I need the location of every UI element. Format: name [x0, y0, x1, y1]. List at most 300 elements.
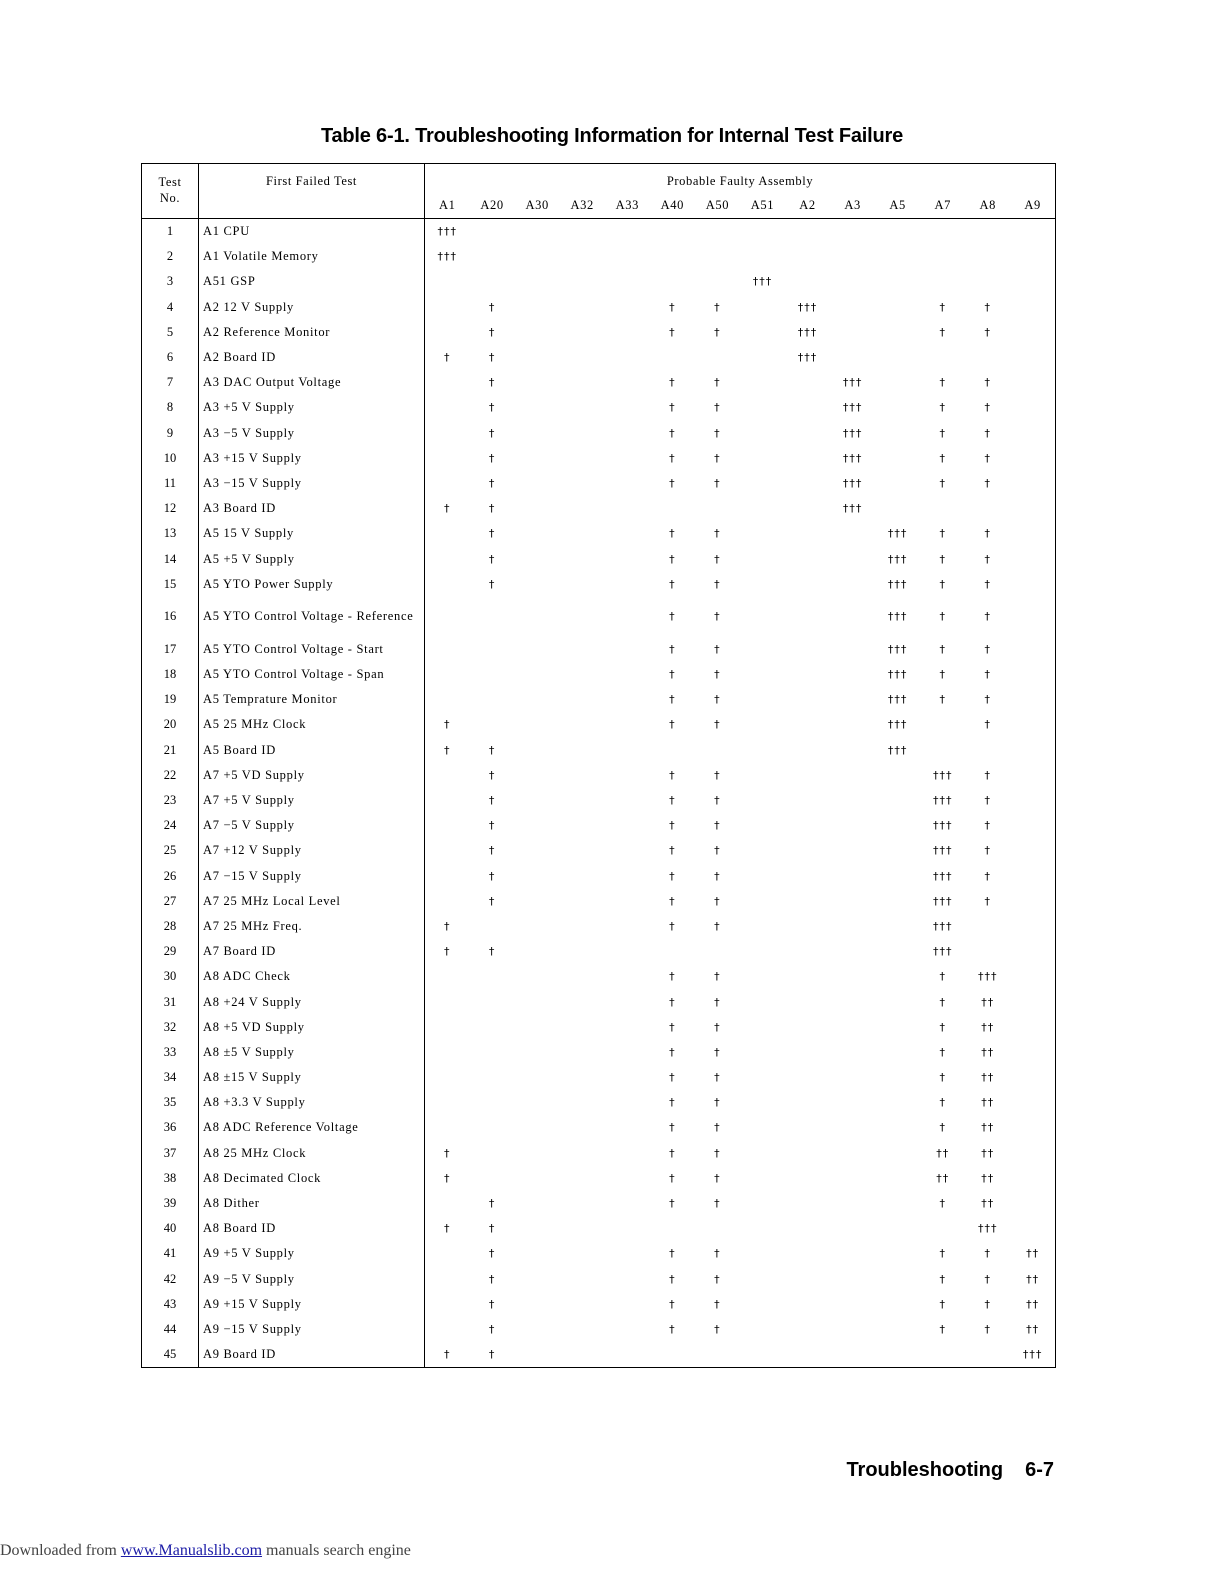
fault-mark-a8: †	[984, 1297, 992, 1311]
manualslib-link[interactable]: www.Manualslib.com	[120, 1542, 263, 1559]
table-row	[142, 637, 1056, 662]
fault-mark-a7: †††	[932, 768, 953, 782]
test-name: A8 25 MHz Clock	[199, 1141, 425, 1166]
test-number: 14	[142, 546, 199, 571]
fault-mark-a20	[470, 712, 515, 737]
fault-mark-a20	[470, 964, 515, 989]
fault-mark-a20	[470, 989, 515, 1014]
table-row	[142, 838, 1056, 863]
table-row	[142, 421, 1056, 446]
fault-mark-a1	[425, 1317, 470, 1342]
fault-mark-a30	[515, 914, 560, 939]
table-row	[142, 471, 1056, 496]
fault-mark-a1: †††	[437, 250, 458, 264]
fault-mark-a20: †	[488, 476, 496, 490]
fault-mark-a51	[740, 471, 785, 496]
test-number: 2	[142, 244, 199, 269]
fault-mark-a2: †††	[797, 300, 818, 314]
test-number: 39	[142, 1191, 199, 1216]
fault-mark-a30	[515, 345, 560, 370]
fault-mark-a40: †	[669, 970, 676, 984]
fault-mark-a33	[605, 1216, 650, 1241]
fault-mark-a2	[785, 572, 830, 597]
page-footer	[846, 1459, 1054, 1482]
fault-mark-a33	[605, 471, 650, 496]
test-name: A8 +24 V Supply	[199, 989, 425, 1014]
test-number: 26	[142, 864, 199, 889]
fault-mark-a2	[785, 1317, 830, 1342]
assembly-header-a9: A9	[1024, 198, 1041, 213]
fault-mark-a33	[605, 687, 650, 712]
fault-mark-a50	[695, 219, 740, 245]
header-first-failed-test: First Failed Test	[199, 164, 425, 219]
fault-mark-a1	[425, 446, 470, 471]
fault-mark-a50	[695, 1342, 740, 1368]
fault-mark-a5: †††	[887, 693, 908, 707]
fault-mark-a7	[920, 345, 965, 370]
fault-mark-a40: †	[669, 693, 676, 707]
fault-mark-a40: †	[669, 668, 676, 682]
test-number: 29	[142, 939, 199, 964]
fault-mark-a1: †	[444, 1348, 451, 1362]
fault-mark-a5	[875, 1065, 920, 1090]
fault-mark-a7: †	[939, 668, 946, 682]
fault-mark-a33	[605, 1317, 650, 1342]
fault-mark-a51	[740, 763, 785, 788]
fault-mark-a7: †	[939, 970, 946, 984]
table-row	[142, 1342, 1056, 1368]
table-row	[142, 1040, 1056, 1065]
fault-mark-a32	[560, 889, 605, 914]
fault-mark-a9	[1010, 572, 1055, 597]
fault-mark-a51	[740, 219, 785, 245]
fault-mark-a30	[515, 1040, 560, 1065]
fault-mark-a1	[425, 295, 470, 320]
fault-mark-a51	[740, 446, 785, 471]
fault-mark-a8: †††	[978, 970, 998, 984]
fault-mark-a5	[875, 939, 920, 964]
fault-mark-a5	[875, 1317, 920, 1342]
fault-mark-a50	[695, 345, 740, 370]
fault-mark-a5	[875, 989, 920, 1014]
fault-mark-a50: †	[714, 577, 721, 591]
fault-mark-a9	[1010, 1216, 1055, 1241]
fault-mark-a5	[875, 864, 920, 889]
fault-mark-a32	[560, 687, 605, 712]
test-name: A51 GSP	[199, 269, 425, 294]
fault-mark-a5	[875, 914, 920, 939]
download-suffix: manuals search engine	[266, 1542, 411, 1559]
test-name: A8 +3.3 V Supply	[199, 1090, 425, 1115]
fault-mark-a9: †††	[1022, 1348, 1043, 1362]
table-row	[142, 496, 1056, 521]
fault-mark-a32	[560, 763, 605, 788]
fault-mark-a8: †	[984, 1322, 992, 1336]
fault-mark-a33	[605, 521, 650, 546]
fault-mark-a20: †	[488, 1272, 496, 1286]
fault-mark-a40: †	[669, 794, 676, 808]
fault-mark-a20: †	[488, 577, 496, 591]
test-name: A7 Board ID	[199, 939, 425, 964]
fault-mark-a9	[1010, 546, 1055, 571]
test-number: 34	[142, 1065, 199, 1090]
fault-mark-a2	[785, 989, 830, 1014]
fault-mark-a2	[785, 496, 830, 521]
test-number: 44	[142, 1317, 199, 1342]
fault-mark-a3	[830, 662, 875, 687]
fault-mark-a5	[875, 889, 920, 914]
fault-mark-a32	[560, 637, 605, 662]
fault-mark-a40	[650, 1216, 695, 1241]
fault-mark-a51	[740, 421, 785, 446]
fault-mark-a9	[1010, 838, 1055, 863]
fault-mark-a8: †	[984, 642, 992, 656]
fault-mark-a8: †	[984, 610, 992, 624]
test-number: 43	[142, 1292, 199, 1317]
assembly-header-a7: A7	[934, 198, 951, 213]
fault-mark-a5	[875, 1342, 920, 1368]
assembly-header-a30: A30	[525, 198, 549, 213]
fault-mark-a3	[830, 269, 875, 294]
fault-mark-a7: †	[939, 1247, 946, 1261]
fault-mark-a3	[830, 345, 875, 370]
table-row	[142, 244, 1056, 269]
fault-mark-a33	[605, 1241, 650, 1266]
fault-mark-a33	[605, 446, 650, 471]
fault-mark-a9	[1010, 219, 1055, 245]
fault-mark-a20	[470, 1090, 515, 1115]
fault-mark-a51	[740, 964, 785, 989]
fault-mark-a8: †	[984, 426, 992, 440]
fault-mark-a3	[830, 1115, 875, 1140]
table-header	[141, 163, 1056, 218]
fault-mark-a2: †††	[797, 325, 818, 339]
fault-mark-a50	[695, 269, 740, 294]
fault-mark-a20	[470, 1015, 515, 1040]
fault-mark-a2	[785, 1090, 830, 1115]
fault-mark-a5	[875, 1015, 920, 1040]
table-row	[142, 1141, 1056, 1166]
fault-mark-a8	[965, 939, 1010, 964]
fault-mark-a1	[425, 320, 470, 345]
test-name: A8 Board ID	[199, 1216, 425, 1241]
test-number: 23	[142, 788, 199, 813]
fault-mark-a2	[785, 244, 830, 269]
fault-mark-a50: †	[714, 300, 721, 314]
fault-mark-a2	[785, 446, 830, 471]
fault-mark-a51	[740, 370, 785, 395]
fault-mark-a5	[875, 269, 920, 294]
fault-mark-a30	[515, 1241, 560, 1266]
fault-mark-a5	[875, 763, 920, 788]
fault-mark-a50	[695, 738, 740, 763]
fault-mark-a40: †	[669, 1071, 676, 1085]
test-number: 32	[142, 1015, 199, 1040]
fault-mark-a7	[920, 269, 965, 294]
fault-mark-a1	[425, 370, 470, 395]
fault-mark-a2	[785, 964, 830, 989]
fault-mark-a5: †††	[887, 743, 908, 757]
fault-mark-a1	[425, 989, 470, 1014]
fault-mark-a32	[560, 370, 605, 395]
fault-mark-a5	[875, 219, 920, 245]
fault-mark-a2	[785, 471, 830, 496]
test-name: A5 YTO Control Voltage - Reference	[199, 597, 425, 637]
fault-mark-a1	[425, 1241, 470, 1266]
fault-mark-a40: †	[669, 1020, 676, 1034]
fault-mark-a9	[1010, 637, 1055, 662]
fault-mark-a3	[830, 939, 875, 964]
table-row	[142, 687, 1056, 712]
fault-mark-a30	[515, 687, 560, 712]
fault-mark-a20: †	[488, 451, 496, 465]
fault-mark-a50: †	[714, 970, 721, 984]
assembly-header-a8: A8	[979, 198, 997, 213]
fault-mark-a1	[425, 864, 470, 889]
fault-mark-a50: †	[714, 1121, 721, 1135]
fault-mark-a32	[560, 295, 605, 320]
fault-mark-a33	[605, 889, 650, 914]
table-row	[142, 1216, 1056, 1241]
fault-mark-a40	[650, 939, 695, 964]
test-name: A5 +5 V Supply	[199, 546, 425, 571]
test-number: 17	[142, 637, 199, 662]
fault-mark-a40: †	[669, 919, 676, 933]
fault-mark-a3: †††	[842, 502, 863, 516]
fault-mark-a9	[1010, 1040, 1055, 1065]
fault-mark-a2	[785, 1115, 830, 1140]
fault-mark-a30	[515, 269, 560, 294]
fault-mark-a20: †	[488, 1247, 496, 1261]
fault-mark-a2	[785, 370, 830, 395]
fault-mark-a5	[875, 421, 920, 446]
fault-mark-a3	[830, 763, 875, 788]
test-number: 15	[142, 572, 199, 597]
fault-mark-a51	[740, 1317, 785, 1342]
fault-mark-a8: †	[984, 768, 992, 782]
fault-mark-a51	[740, 1166, 785, 1191]
fault-mark-a30	[515, 712, 560, 737]
fault-mark-a32	[560, 914, 605, 939]
fault-mark-a33	[605, 712, 650, 737]
fault-mark-a32	[560, 838, 605, 863]
fault-mark-a20: †	[488, 552, 496, 566]
fault-mark-a20	[470, 914, 515, 939]
fault-mark-a1	[425, 788, 470, 813]
fault-mark-a8	[965, 914, 1010, 939]
fault-mark-a8: †	[984, 451, 992, 465]
fault-mark-a9	[1010, 1015, 1055, 1040]
fault-mark-a1: †	[444, 502, 451, 516]
fault-mark-a9	[1010, 597, 1055, 637]
fault-mark-a1	[425, 421, 470, 446]
fault-mark-a1	[425, 889, 470, 914]
fault-mark-a20: †	[488, 844, 496, 858]
table-row	[142, 1267, 1056, 1292]
fault-mark-a9: ††	[1026, 1297, 1040, 1311]
fault-mark-a2	[785, 395, 830, 420]
fault-mark-a40: †	[669, 768, 676, 782]
fault-mark-a1	[425, 838, 470, 863]
fault-mark-a7: †††	[932, 844, 953, 858]
fault-mark-a20: †	[488, 300, 496, 314]
fault-mark-a32	[560, 738, 605, 763]
fault-mark-a7	[920, 244, 965, 269]
fault-mark-a7: †††	[932, 919, 953, 933]
fault-mark-a8: †	[984, 325, 992, 339]
fault-mark-a40: †	[669, 995, 676, 1009]
assembly-header-a50: A50	[705, 198, 730, 213]
fault-mark-a33	[605, 421, 650, 446]
fault-mark-a50: †	[714, 693, 721, 707]
fault-mark-a32	[560, 1166, 605, 1191]
fault-mark-a50: †	[714, 869, 721, 883]
fault-mark-a50: †	[714, 1071, 721, 1085]
fault-mark-a3	[830, 889, 875, 914]
fault-mark-a2	[785, 712, 830, 737]
fault-mark-a2	[785, 219, 830, 245]
fault-mark-a40: †	[669, 376, 676, 390]
fault-mark-a51	[740, 345, 785, 370]
fault-mark-a1	[425, 1292, 470, 1317]
fault-mark-a5	[875, 813, 920, 838]
fault-mark-a20	[470, 687, 515, 712]
fault-mark-a9	[1010, 864, 1055, 889]
fault-mark-a1	[425, 1267, 470, 1292]
fault-mark-a50	[695, 1216, 740, 1241]
test-name: A7 −15 V Supply	[199, 864, 425, 889]
fault-mark-a33	[605, 572, 650, 597]
fault-mark-a7: †	[939, 1272, 946, 1286]
fault-mark-a33	[605, 813, 650, 838]
fault-mark-a32	[560, 989, 605, 1014]
table-row	[142, 864, 1056, 889]
test-number: 20	[142, 712, 199, 737]
fault-mark-a5	[875, 1115, 920, 1140]
fault-mark-a7: †	[939, 1020, 946, 1034]
fault-mark-a32	[560, 662, 605, 687]
fault-mark-a5: †††	[887, 642, 908, 656]
test-name: A9 −15 V Supply	[199, 1317, 425, 1342]
fault-mark-a3	[830, 219, 875, 245]
test-number: 27	[142, 889, 199, 914]
fault-mark-a20: †	[488, 1322, 496, 1336]
fault-mark-a51	[740, 597, 785, 637]
fault-mark-a2	[785, 521, 830, 546]
fault-mark-a1	[425, 813, 470, 838]
fault-mark-a20: †	[488, 1197, 496, 1211]
fault-mark-a32	[560, 1342, 605, 1368]
fault-mark-a51	[740, 788, 785, 813]
fault-mark-a30	[515, 1141, 560, 1166]
fault-mark-a1: †	[444, 1171, 451, 1185]
fault-mark-a40: †	[669, 819, 676, 833]
fault-mark-a8: †	[984, 819, 992, 833]
fault-mark-a50	[695, 244, 740, 269]
fault-mark-a8: ††	[981, 1045, 995, 1059]
fault-mark-a32	[560, 269, 605, 294]
fault-mark-a33	[605, 1141, 650, 1166]
fault-mark-a40: †	[669, 844, 676, 858]
test-number: 8	[142, 395, 199, 420]
fault-mark-a3: †††	[842, 451, 863, 465]
fault-mark-a40	[650, 244, 695, 269]
fault-mark-a33	[605, 295, 650, 320]
test-name: A9 +15 V Supply	[199, 1292, 425, 1317]
fault-mark-a20: †	[488, 502, 496, 516]
fault-mark-a40: †	[669, 642, 676, 656]
table-row	[142, 395, 1056, 420]
fault-mark-a8: †	[984, 376, 992, 390]
test-name: A5 Board ID	[199, 738, 425, 763]
fault-mark-a9	[1010, 939, 1055, 964]
fault-mark-a51	[740, 320, 785, 345]
fault-mark-a9	[1010, 1115, 1055, 1140]
fault-mark-a1	[425, 687, 470, 712]
fault-mark-a1: †††	[437, 225, 458, 239]
footer-page-number: 6-7	[1025, 1459, 1054, 1481]
fault-mark-a51	[740, 395, 785, 420]
fault-mark-a40: †	[669, 527, 676, 541]
fault-mark-a20: †	[488, 1348, 496, 1362]
fault-mark-a32	[560, 964, 605, 989]
table-row	[142, 521, 1056, 546]
fault-mark-a3	[830, 964, 875, 989]
fault-mark-a9	[1010, 269, 1055, 294]
fault-mark-a7: †	[939, 610, 946, 624]
test-number: 38	[142, 1166, 199, 1191]
fault-mark-a2	[785, 597, 830, 637]
test-name: A7 25 MHz Local Level	[199, 889, 425, 914]
fault-mark-a32	[560, 219, 605, 245]
fault-mark-a9	[1010, 395, 1055, 420]
fault-mark-a9	[1010, 712, 1055, 737]
fault-mark-a51	[740, 1065, 785, 1090]
test-number: 31	[142, 989, 199, 1014]
test-number: 3	[142, 269, 199, 294]
table-row	[142, 1065, 1056, 1090]
fault-mark-a30	[515, 1342, 560, 1368]
test-name: A5 Temprature Monitor	[199, 687, 425, 712]
fault-mark-a51	[740, 244, 785, 269]
fault-mark-a50: †	[714, 527, 721, 541]
fault-mark-a7: †	[939, 401, 946, 415]
fault-mark-a3: †††	[842, 376, 863, 390]
fault-mark-a51	[740, 295, 785, 320]
test-name: A8 Decimated Clock	[199, 1166, 425, 1191]
fault-mark-a3	[830, 546, 875, 571]
table-row	[142, 788, 1056, 813]
fault-mark-a51	[740, 989, 785, 1014]
fault-mark-a8: ††	[981, 1197, 995, 1211]
fault-mark-a20	[470, 597, 515, 637]
table-row	[142, 345, 1056, 370]
fault-mark-a32	[560, 395, 605, 420]
fault-mark-a32	[560, 1015, 605, 1040]
fault-mark-a5	[875, 446, 920, 471]
fault-mark-a33	[605, 244, 650, 269]
fault-mark-a9	[1010, 914, 1055, 939]
table-row	[142, 572, 1056, 597]
fault-mark-a20: †	[488, 376, 496, 390]
fault-mark-a32	[560, 1267, 605, 1292]
fault-mark-a1	[425, 1191, 470, 1216]
fault-mark-a9	[1010, 320, 1055, 345]
table-row	[142, 1115, 1056, 1140]
fault-mark-a51	[740, 1191, 785, 1216]
fault-mark-a50: †	[714, 426, 721, 440]
table-row	[142, 989, 1056, 1014]
